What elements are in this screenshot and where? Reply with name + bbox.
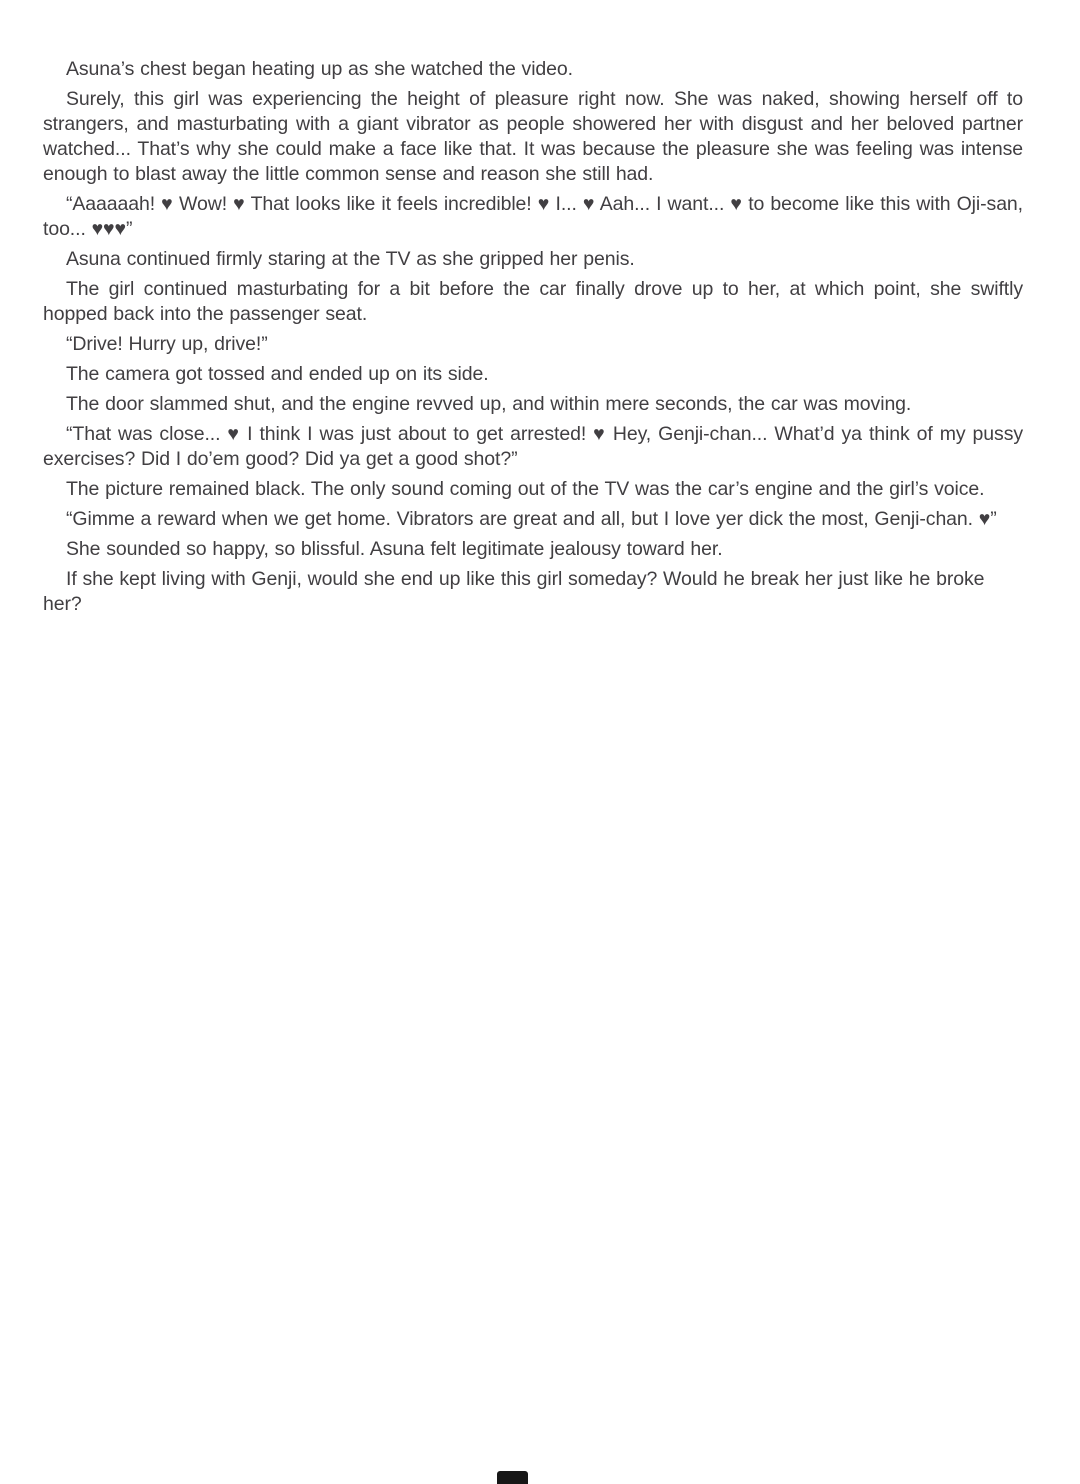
paragraph: The camera got tossed and ended up on its side. bbox=[66, 363, 489, 385]
page-text-block bbox=[43, 57, 1023, 622]
paragraph: The door slammed shut, and the engine revved up, and within mere seconds, the car was moving. bbox=[66, 393, 912, 415]
paragraph: Asuna continued firmly staring at the TV as she gripped her penis. bbox=[66, 248, 635, 270]
paragraph: The picture remained black. The only sound coming out of the TV was the car’s engine and the girl’s voice. bbox=[66, 478, 985, 500]
page-bottom-marker bbox=[497, 1471, 528, 1484]
paragraph: Surely, this girl was experiencing the height of pleasure right now. She was naked, showing herself off to strangers, and masturbating with a giant vibrator as people showered her with disgust and her beloved partner watched... That’s why she could make a face like that. It was because the pleasure she was feeling was intense enough to blast away the little common sense and reason she still had. bbox=[43, 88, 1023, 185]
paragraph: “Gimme a reward when we get home. Vibrators are great and all, but I love yer dick the most, Genji-chan. ♥” bbox=[66, 508, 997, 530]
paragraph: Asuna’s chest began heating up as she watched the video. bbox=[66, 58, 573, 80]
paragraph: “Drive! Hurry up, drive!” bbox=[66, 333, 268, 355]
paragraph: The girl continued masturbating for a bit before the car finally drove up to her, at which point, she swiftly hopped back into the passenger seat. bbox=[43, 278, 1023, 325]
paragraph: She sounded so happy, so blissful. Asuna felt legitimate jealousy toward her. bbox=[66, 538, 723, 560]
paragraph: “Aaaaaah! ♥ Wow! ♥ That looks like it feels incredible! ♥ I... ♥ Aah... I want... ♥ to become like this with Oji-san, too... ♥♥♥” bbox=[43, 193, 1023, 240]
paragraph: If she kept living with Genji, would she end up like this girl someday? Would he break her just like he broke her? bbox=[43, 568, 985, 615]
paragraph: “That was close... ♥ I think I was just about to get arrested! ♥ Hey, Genji-chan... What’d ya think of my pussy exercises? Did I do’em good? Did ya get a good shot?” bbox=[43, 423, 1023, 470]
